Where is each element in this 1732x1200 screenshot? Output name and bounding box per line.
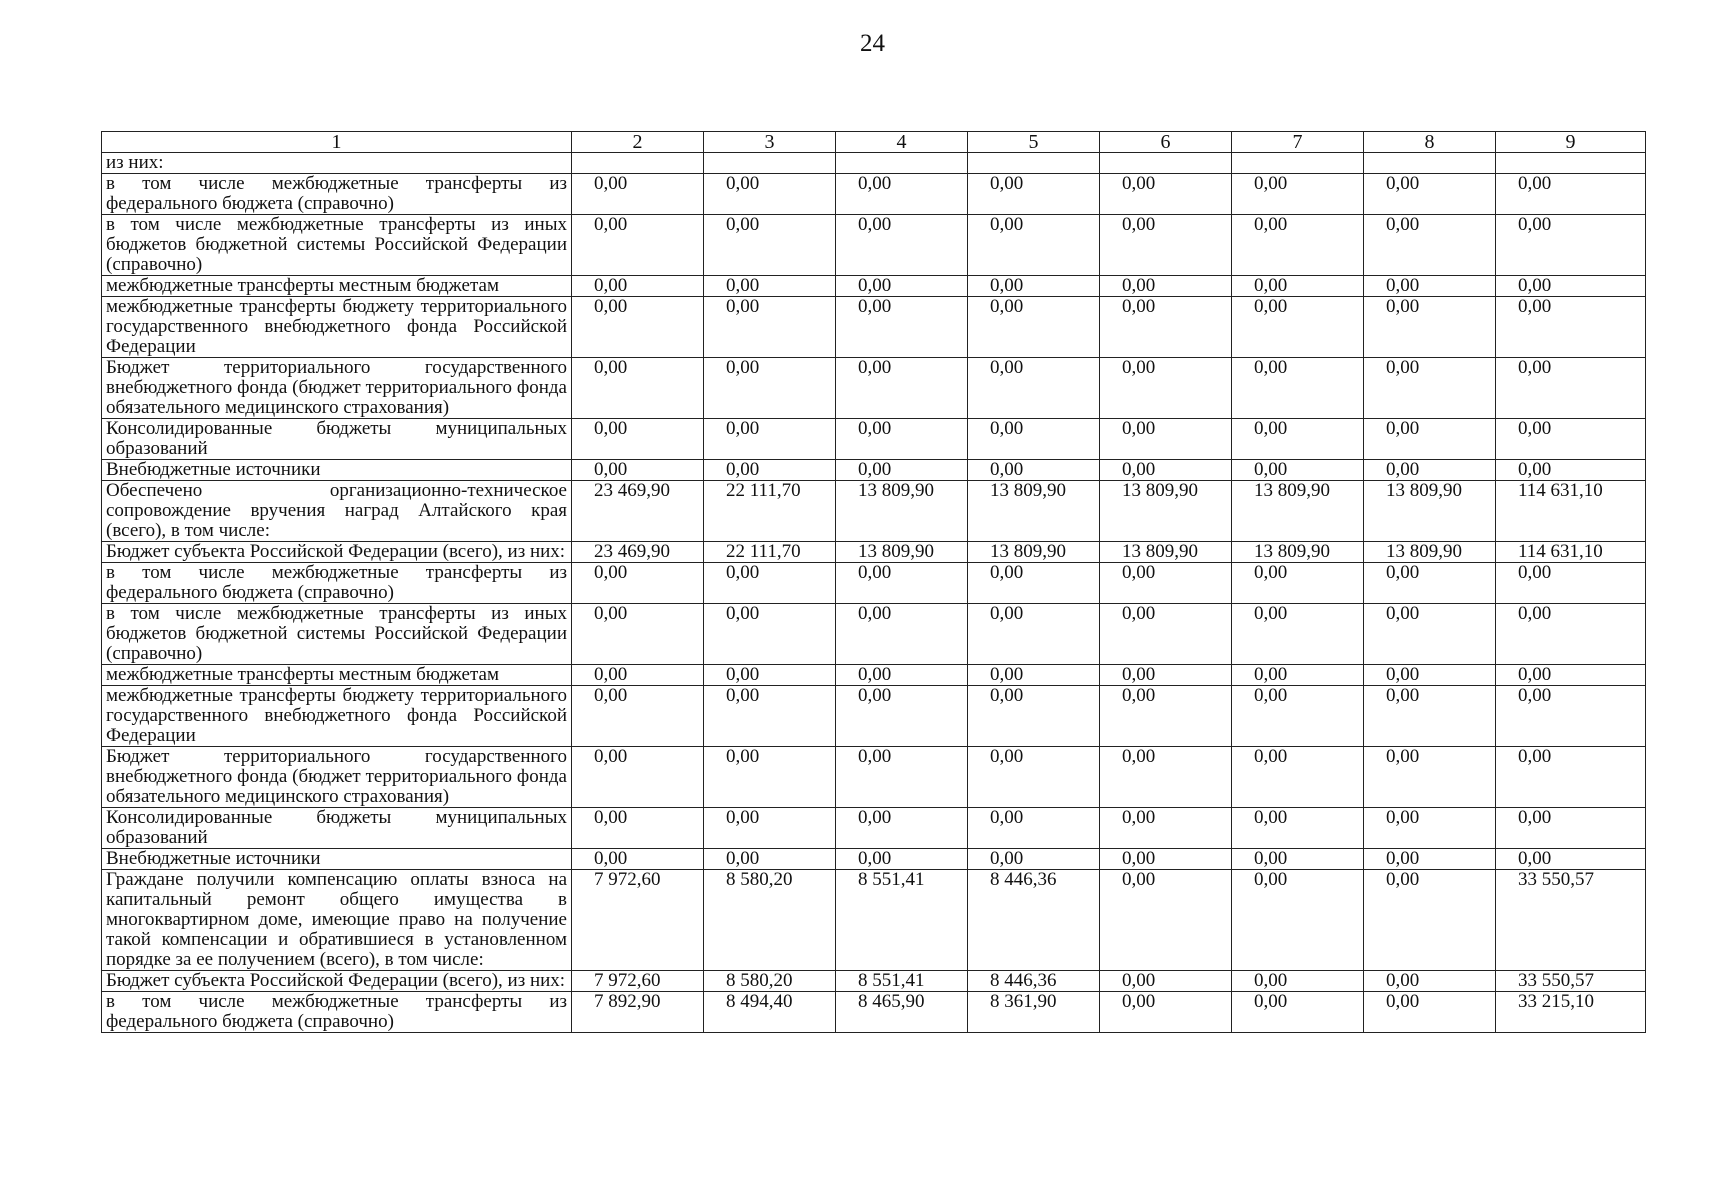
value-cell: 0,00 — [1496, 297, 1646, 358]
value-cell: 0,00 — [704, 686, 836, 747]
value-cell: 0,00 — [1232, 563, 1364, 604]
value-cell: 0,00 — [572, 686, 704, 747]
row-label: Внебюджетные источники — [102, 849, 572, 870]
value-cell: 0,00 — [1100, 971, 1232, 992]
value-cell: 0,00 — [572, 419, 704, 460]
column-header: 6 — [1100, 132, 1232, 153]
value-cell: 0,00 — [1232, 174, 1364, 215]
row-label: Внебюджетные источники — [102, 460, 572, 481]
value-cell: 0,00 — [572, 747, 704, 808]
row-label: в том числе межбюджетные трансферты из иных бюджетов бюджетной системы Российской Федерации (справочно) — [102, 215, 572, 276]
value-cell: 0,00 — [704, 297, 836, 358]
value-cell: 0,00 — [836, 460, 968, 481]
value-cell: 0,00 — [1232, 665, 1364, 686]
value-cell: 7 972,60 — [572, 870, 704, 971]
value-cell: 0,00 — [1100, 808, 1232, 849]
row-label: Бюджет субъекта Российской Федерации (всего), из них: — [102, 542, 572, 563]
value-cell: 0,00 — [1496, 419, 1646, 460]
table-row — [102, 665, 1646, 686]
value-cell: 13 809,90 — [1364, 542, 1496, 563]
value-cell: 8 465,90 — [836, 992, 968, 1033]
table-row — [102, 276, 1646, 297]
value-cell: 13 809,90 — [1100, 542, 1232, 563]
value-cell: 23 469,90 — [572, 481, 704, 542]
table-row — [102, 153, 1646, 174]
value-cell: 0,00 — [836, 174, 968, 215]
value-cell: 0,00 — [1364, 215, 1496, 276]
column-header: 7 — [1232, 132, 1364, 153]
value-cell: 0,00 — [1232, 215, 1364, 276]
value-cell — [1364, 153, 1496, 174]
value-cell: 0,00 — [1100, 460, 1232, 481]
value-cell: 0,00 — [968, 849, 1100, 870]
value-cell: 114 631,10 — [1496, 481, 1646, 542]
table-header-row — [102, 132, 1646, 153]
value-cell: 0,00 — [572, 174, 704, 215]
value-cell: 0,00 — [1364, 563, 1496, 604]
row-label: межбюджетные трансферты местным бюджетам — [102, 665, 572, 686]
row-label: межбюджетные трансферты местным бюджетам — [102, 276, 572, 297]
value-cell: 0,00 — [572, 808, 704, 849]
value-cell: 0,00 — [1364, 971, 1496, 992]
value-cell: 0,00 — [1100, 686, 1232, 747]
value-cell: 0,00 — [704, 358, 836, 419]
value-cell: 13 809,90 — [968, 542, 1100, 563]
value-cell: 0,00 — [968, 686, 1100, 747]
row-label: Консолидированные бюджеты муниципальных образований — [102, 808, 572, 849]
row-label: межбюджетные трансферты бюджету территориального государственного внебюджетного фонда Российской Федерации — [102, 686, 572, 747]
value-cell: 0,00 — [1232, 747, 1364, 808]
row-label: Бюджет субъекта Российской Федерации (всего), из них: — [102, 971, 572, 992]
value-cell: 0,00 — [1496, 358, 1646, 419]
value-cell: 13 809,90 — [968, 481, 1100, 542]
table-row — [102, 870, 1646, 971]
value-cell: 0,00 — [572, 358, 704, 419]
value-cell: 0,00 — [968, 665, 1100, 686]
value-cell: 0,00 — [704, 604, 836, 665]
table-row — [102, 563, 1646, 604]
value-cell: 13 809,90 — [1232, 481, 1364, 542]
value-cell: 0,00 — [836, 604, 968, 665]
value-cell: 0,00 — [1496, 460, 1646, 481]
row-label: в том числе межбюджетные трансферты из федерального бюджета (справочно) — [102, 174, 572, 215]
value-cell: 0,00 — [1232, 870, 1364, 971]
value-cell: 0,00 — [968, 358, 1100, 419]
value-cell: 0,00 — [1100, 215, 1232, 276]
value-cell: 0,00 — [704, 665, 836, 686]
row-label: Бюджет территориального государственного внебюджетного фонда (бюджет территориального фонда обязательного медицинского страхования) — [102, 358, 572, 419]
value-cell: 8 494,40 — [704, 992, 836, 1033]
row-label: Бюджет территориального государственного внебюджетного фонда (бюджет территориального фонда обязательного медицинского страхования) — [102, 747, 572, 808]
table-row — [102, 215, 1646, 276]
value-cell: 0,00 — [572, 297, 704, 358]
value-cell: 0,00 — [1100, 665, 1232, 686]
table-row — [102, 686, 1646, 747]
value-cell: 8 551,41 — [836, 870, 968, 971]
value-cell: 0,00 — [704, 808, 836, 849]
value-cell: 0,00 — [1100, 174, 1232, 215]
value-cell: 0,00 — [1364, 419, 1496, 460]
value-cell: 0,00 — [1232, 460, 1364, 481]
row-label: Консолидированные бюджеты муниципальных образований — [102, 419, 572, 460]
value-cell: 0,00 — [836, 665, 968, 686]
value-cell — [836, 153, 968, 174]
value-cell: 0,00 — [1364, 849, 1496, 870]
value-cell: 0,00 — [1364, 460, 1496, 481]
value-cell — [704, 153, 836, 174]
value-cell: 0,00 — [1496, 563, 1646, 604]
table-row — [102, 174, 1646, 215]
value-cell: 0,00 — [1232, 808, 1364, 849]
value-cell: 0,00 — [1364, 604, 1496, 665]
value-cell: 8 446,36 — [968, 870, 1100, 971]
value-cell: 22 111,70 — [704, 542, 836, 563]
value-cell: 13 809,90 — [836, 481, 968, 542]
value-cell: 33 215,10 — [1496, 992, 1646, 1033]
value-cell: 7 972,60 — [572, 971, 704, 992]
value-cell: 0,00 — [1232, 276, 1364, 297]
value-cell: 0,00 — [1496, 276, 1646, 297]
value-cell: 0,00 — [572, 460, 704, 481]
value-cell: 0,00 — [704, 174, 836, 215]
value-cell: 13 809,90 — [1232, 542, 1364, 563]
value-cell: 0,00 — [1364, 276, 1496, 297]
value-cell: 0,00 — [1100, 992, 1232, 1033]
value-cell: 13 809,90 — [1100, 481, 1232, 542]
value-cell: 0,00 — [836, 215, 968, 276]
value-cell: 0,00 — [1364, 992, 1496, 1033]
table-body — [102, 132, 1646, 1033]
budget-table — [101, 131, 1646, 1033]
value-cell — [1496, 153, 1646, 174]
value-cell: 0,00 — [968, 604, 1100, 665]
column-header: 8 — [1364, 132, 1496, 153]
value-cell: 0,00 — [572, 215, 704, 276]
value-cell: 0,00 — [836, 419, 968, 460]
value-cell: 0,00 — [1496, 808, 1646, 849]
column-header: 5 — [968, 132, 1100, 153]
value-cell: 7 892,90 — [572, 992, 704, 1033]
value-cell: 23 469,90 — [572, 542, 704, 563]
column-header: 4 — [836, 132, 968, 153]
table-row — [102, 992, 1646, 1033]
value-cell: 0,00 — [1364, 358, 1496, 419]
value-cell: 0,00 — [1232, 849, 1364, 870]
table-row — [102, 808, 1646, 849]
value-cell: 8 551,41 — [836, 971, 968, 992]
value-cell: 0,00 — [836, 686, 968, 747]
value-cell: 0,00 — [968, 297, 1100, 358]
value-cell: 0,00 — [836, 808, 968, 849]
value-cell: 0,00 — [836, 747, 968, 808]
value-cell: 0,00 — [704, 849, 836, 870]
value-cell: 33 550,57 — [1496, 971, 1646, 992]
value-cell: 0,00 — [1100, 563, 1232, 604]
page-number: 24 — [860, 30, 885, 57]
value-cell: 33 550,57 — [1496, 870, 1646, 971]
value-cell: 114 631,10 — [1496, 542, 1646, 563]
row-label: в том числе межбюджетные трансферты из федерального бюджета (справочно) — [102, 992, 572, 1033]
value-cell: 0,00 — [968, 563, 1100, 604]
value-cell — [1100, 153, 1232, 174]
table-row — [102, 297, 1646, 358]
value-cell: 0,00 — [836, 297, 968, 358]
value-cell: 0,00 — [572, 849, 704, 870]
value-cell: 0,00 — [1496, 604, 1646, 665]
value-cell: 0,00 — [1364, 747, 1496, 808]
value-cell: 0,00 — [572, 563, 704, 604]
value-cell: 22 111,70 — [704, 481, 836, 542]
table-row — [102, 542, 1646, 563]
value-cell: 8 580,20 — [704, 971, 836, 992]
value-cell: 0,00 — [1100, 747, 1232, 808]
value-cell: 0,00 — [1100, 358, 1232, 419]
value-cell: 0,00 — [704, 747, 836, 808]
value-cell: 0,00 — [1496, 686, 1646, 747]
value-cell: 0,00 — [704, 276, 836, 297]
value-cell: 0,00 — [1496, 849, 1646, 870]
value-cell — [1232, 153, 1364, 174]
value-cell: 0,00 — [1232, 971, 1364, 992]
value-cell: 8 580,20 — [704, 870, 836, 971]
column-header: 1 — [102, 132, 572, 153]
table-row — [102, 604, 1646, 665]
value-cell: 0,00 — [1232, 992, 1364, 1033]
value-cell: 0,00 — [1100, 297, 1232, 358]
value-cell: 0,00 — [968, 808, 1100, 849]
value-cell: 0,00 — [1364, 665, 1496, 686]
value-cell: 0,00 — [968, 460, 1100, 481]
value-cell: 0,00 — [572, 665, 704, 686]
value-cell: 0,00 — [836, 358, 968, 419]
table-row — [102, 747, 1646, 808]
value-cell — [572, 153, 704, 174]
value-cell: 0,00 — [704, 460, 836, 481]
value-cell: 0,00 — [1496, 747, 1646, 808]
value-cell — [968, 153, 1100, 174]
row-label: из них: — [102, 153, 572, 174]
value-cell: 0,00 — [968, 174, 1100, 215]
value-cell: 0,00 — [1232, 686, 1364, 747]
value-cell: 0,00 — [1364, 870, 1496, 971]
row-label: межбюджетные трансферты бюджету территориального государственного внебюджетного фонда Российской Федерации — [102, 297, 572, 358]
value-cell: 0,00 — [1364, 686, 1496, 747]
column-header: 9 — [1496, 132, 1646, 153]
value-cell: 13 809,90 — [836, 542, 968, 563]
table-row — [102, 849, 1646, 870]
table-row — [102, 481, 1646, 542]
value-cell: 13 809,90 — [1364, 481, 1496, 542]
value-cell: 0,00 — [968, 276, 1100, 297]
value-cell: 0,00 — [1100, 419, 1232, 460]
value-cell: 0,00 — [1496, 665, 1646, 686]
table-row — [102, 971, 1646, 992]
table-row — [102, 419, 1646, 460]
value-cell: 0,00 — [968, 747, 1100, 808]
value-cell: 0,00 — [836, 849, 968, 870]
value-cell: 0,00 — [1364, 174, 1496, 215]
value-cell: 0,00 — [1100, 604, 1232, 665]
column-header: 2 — [572, 132, 704, 153]
row-label: Обеспечено организационно-техническое сопровождение вручения наград Алтайского края (всего), в том числе: — [102, 481, 572, 542]
value-cell: 0,00 — [704, 419, 836, 460]
value-cell: 0,00 — [704, 215, 836, 276]
table-row — [102, 358, 1646, 419]
value-cell: 0,00 — [968, 419, 1100, 460]
value-cell: 0,00 — [836, 276, 968, 297]
value-cell: 0,00 — [1232, 358, 1364, 419]
value-cell: 0,00 — [1496, 174, 1646, 215]
value-cell: 8 446,36 — [968, 971, 1100, 992]
table-row — [102, 460, 1646, 481]
value-cell: 0,00 — [1232, 297, 1364, 358]
column-header: 3 — [704, 132, 836, 153]
value-cell: 0,00 — [1232, 604, 1364, 665]
value-cell: 0,00 — [1364, 297, 1496, 358]
row-label: в том числе межбюджетные трансферты из федерального бюджета (справочно) — [102, 563, 572, 604]
value-cell: 0,00 — [1100, 849, 1232, 870]
value-cell: 0,00 — [1232, 419, 1364, 460]
value-cell: 0,00 — [1496, 215, 1646, 276]
value-cell: 0,00 — [836, 563, 968, 604]
value-cell: 0,00 — [968, 215, 1100, 276]
value-cell: 0,00 — [572, 604, 704, 665]
row-label: Граждане получили компенсацию оплаты взноса на капитальный ремонт общего имущества в многоквартирном доме, имеющие право на получение такой компенсации и обратившиеся в установленном порядке за ее получением (всего), в том числе: — [102, 870, 572, 971]
row-label: в том числе межбюджетные трансферты из иных бюджетов бюджетной системы Российской Федерации (справочно) — [102, 604, 572, 665]
value-cell: 0,00 — [704, 563, 836, 604]
value-cell: 8 361,90 — [968, 992, 1100, 1033]
value-cell: 0,00 — [572, 276, 704, 297]
value-cell: 0,00 — [1364, 808, 1496, 849]
value-cell: 0,00 — [1100, 870, 1232, 971]
value-cell: 0,00 — [1100, 276, 1232, 297]
